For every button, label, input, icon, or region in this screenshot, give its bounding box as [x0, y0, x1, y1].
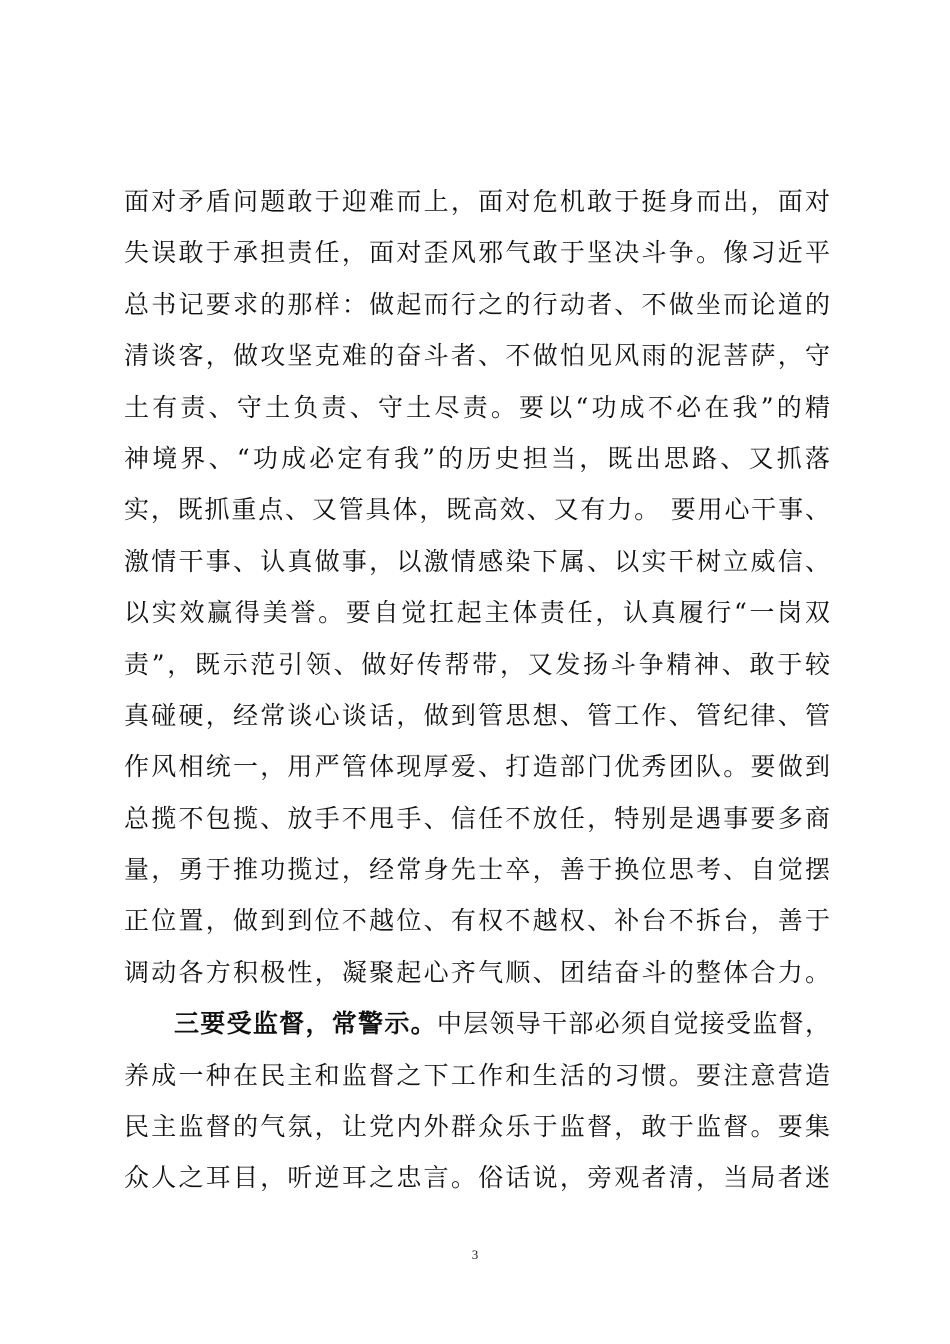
page-number: 3	[471, 1247, 479, 1262]
paragraph-line: 土有责、守土负责、守土尽责。要以“功成不必在我”的精	[124, 392, 830, 422]
paragraph-line: 实，既抓重点、又管具体，既高效、又有力。 要用心干事、	[124, 495, 830, 525]
paragraph-line: 调动各方积极性，凝聚起心齐气顺、团结奋斗的整体合力。	[124, 957, 830, 987]
paragraph-line: 清谈客，做攻坚克难的奋斗者、不做怕见风雨的泥菩萨，守	[124, 341, 830, 371]
paragraph-line: 责”，既示范引领、做好传帮带，又发扬斗争精神、敢于较	[124, 649, 830, 679]
section-3-heading: 三要受监督，常警示。	[174, 1009, 437, 1039]
section-3-first-line-text: 中层领导干部必须自觉接受监督，	[436, 1009, 830, 1039]
paragraph-line: 失误敢于承担责任，面对歪风邪气敢于坚决斗争。像习近平	[124, 238, 830, 268]
paragraph-line: 养成一种在民主和监督之下工作和生活的习惯。要注意营造	[124, 1060, 830, 1090]
body-text	[124, 176, 830, 1204]
paragraph-line: 总书记要求的那样：做起而行之的行动者、不做坐而论道的	[124, 289, 830, 319]
paragraph-line: 真碰硬，经常谈心谈话，做到管思想、管工作、管纪律、管	[124, 700, 830, 730]
paragraph-line: 量，勇于推功揽过，经常身先士卒，善于换位思考、自觉摆	[124, 855, 830, 885]
section-3-first-line	[124, 998, 830, 1049]
paragraph-line: 以实效赢得美誉。要自觉扛起主体责任，认真履行“一岗双	[124, 598, 830, 628]
paragraph-line: 众人之耳目，听逆耳之忠言。俗话说，旁观者清，当局者迷	[124, 1163, 830, 1193]
paragraph-line: 激情干事、认真做事，以激情感染下属、以实干树立威信、	[124, 546, 830, 576]
paragraph-line: 正位置，做到到位不越位、有权不越权、补台不拆台，善于	[124, 906, 830, 936]
paragraph-line: 作风相统一，用严管体现厚爱、打造部门优秀团队。要做到	[124, 752, 830, 782]
paragraph-line: 面对矛盾问题敢于迎难而上，面对危机敢于挺身而出，面对	[124, 187, 830, 216]
paragraph-line: 总揽不包揽、放手不甩手、信任不放任，特别是遇事要多商	[124, 803, 830, 833]
paragraph-line: 神境界、“功成必定有我”的历史担当，既出思路、又抓落	[124, 443, 830, 473]
paragraph-line: 民主监督的气氛，让党内外群众乐于监督，敢于监督。要集	[124, 1112, 830, 1142]
